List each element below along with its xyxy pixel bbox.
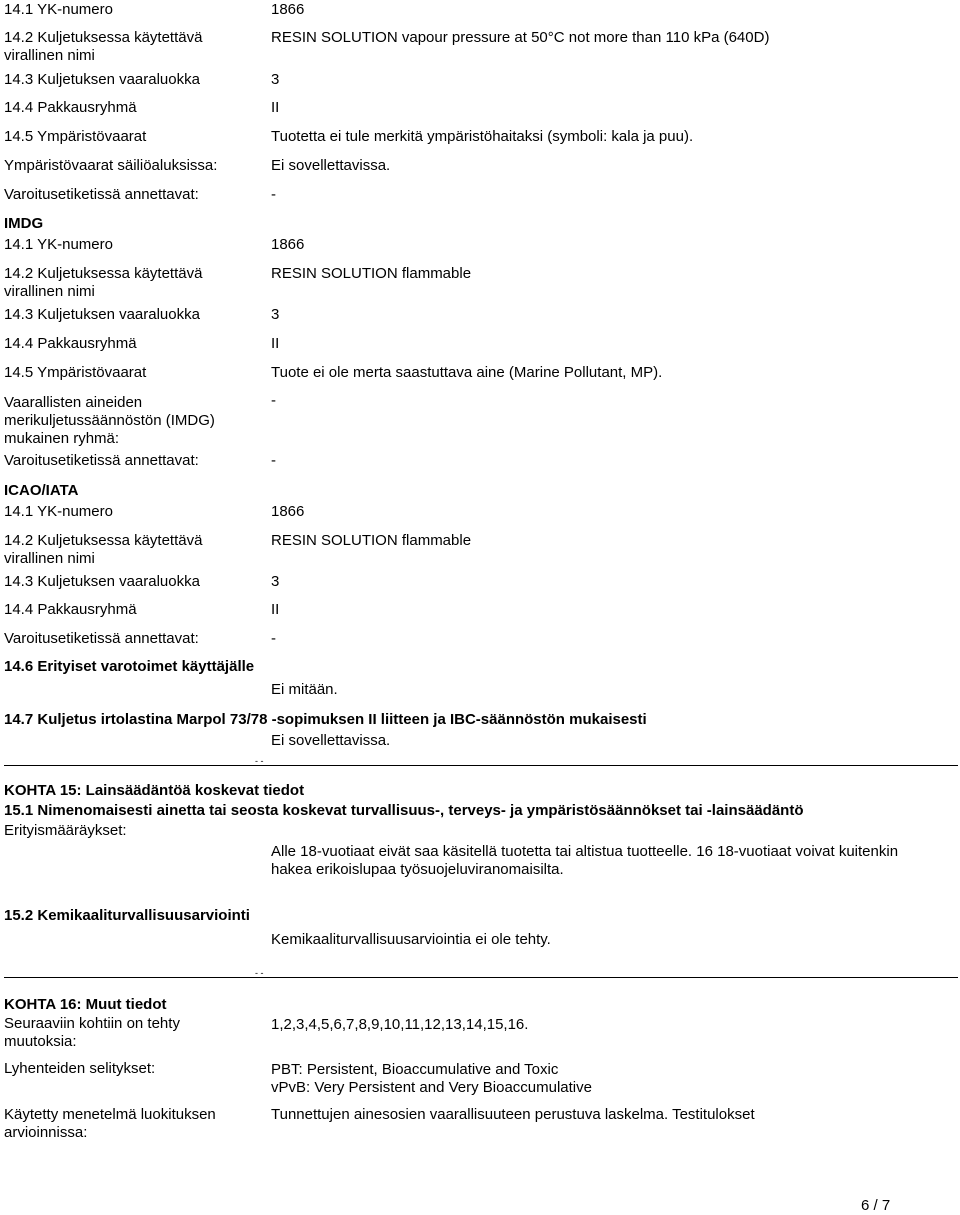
s146-heading: 14.6 Erityiset varotoimet käyttäjälle — [4, 658, 255, 675]
imdg-un-value: 1866 — [271, 236, 305, 253]
k15-heading: KOHTA 15: Lainsäädäntöä koskevat tiedot — [4, 782, 305, 799]
k16-heading: KOHTA 16: Muut tiedot — [4, 996, 167, 1013]
adr-tank-label: Ympäristövaarat säiliöaluksissa: — [4, 157, 218, 174]
imdg-group-value: - — [271, 392, 276, 409]
adr-un-value: 1866 — [271, 1, 305, 18]
imdg-heading: IMDG — [4, 215, 44, 232]
imdg-class-value: 3 — [271, 306, 280, 323]
k16-abbr-label: Lyhenteiden selitykset: — [4, 1060, 156, 1077]
imdg-pg-label: 14.4 Pakkausryhmä — [4, 335, 137, 352]
icao-pg-value: II — [271, 601, 280, 618]
section-divider — [4, 765, 958, 766]
imdg-warn-label: Varoitusetiketissä annettavat: — [4, 452, 199, 469]
icao-un-value: 1866 — [271, 503, 305, 520]
k16-changes-value: 1,2,3,4,5,6,7,8,9,10,11,12,13,14,15,16. — [271, 1016, 529, 1033]
adr-pg-label: 14.4 Pakkausryhmä — [4, 99, 137, 116]
imdg-env-value: Tuote ei ole merta saastuttava aine (Marine Pollutant, MP). — [271, 364, 663, 381]
icao-warn-value: - — [271, 630, 276, 647]
k16-changes-label: Seuraaviin kohtiin on tehty muutoksia: — [4, 1015, 180, 1050]
adr-warn-value: - — [271, 186, 276, 203]
icao-name-value: RESIN SOLUTION flammable — [271, 532, 472, 549]
k15-csa-value: Kemikaaliturvallisuusarviointia ei ole tehty. — [271, 931, 551, 948]
page-number: 6 / 7 — [861, 1197, 891, 1214]
icao-class-value: 3 — [271, 573, 280, 590]
imdg-group-label: Vaarallisten aineiden merikuljetussäännöstön (IMDG) mukainen ryhmä: — [4, 394, 215, 447]
imdg-un-label: 14.1 YK-numero — [4, 236, 113, 253]
adr-warn-label: Varoitusetiketissä annettavat: — [4, 186, 199, 203]
adr-name-label: 14.2 Kuljetuksessa käytettävä virallinen nimi — [4, 29, 203, 64]
icao-class-label: 14.3 Kuljetuksen vaaraluokka — [4, 573, 200, 590]
adr-class-value: 3 — [271, 71, 280, 88]
imdg-name-value: RESIN SOLUTION flammable — [271, 265, 472, 282]
adr-env-label: 14.5 Ympäristövaarat — [4, 128, 147, 145]
adr-name-value: RESIN SOLUTION vapour pressure at 50°C not more than 110 kPa (640D) — [271, 29, 770, 46]
imdg-env-label: 14.5 Ympäristövaarat — [4, 364, 147, 381]
imdg-name-label: 14.2 Kuljetuksessa käytettävä virallinen nimi — [4, 265, 203, 300]
imdg-class-label: 14.3 Kuljetuksen vaaraluokka — [4, 306, 200, 323]
adr-pg-value: II — [271, 99, 280, 116]
section-divider — [4, 977, 958, 978]
k16-method-value: Tunnettujen ainesosien vaarallisuuteen perustuva laskelma. Testitulokset — [271, 1106, 755, 1123]
adr-tank-value: Ei sovellettavissa. — [271, 157, 391, 174]
k16-method-label: Käytetty menetelmä luokituksen arvioinnissa: — [4, 1106, 216, 1141]
s146-value: Ei mitään. — [271, 681, 338, 698]
s147-value: Ei sovellettavissa. — [271, 732, 391, 749]
imdg-pg-value: II — [271, 335, 280, 352]
adr-env-value: Tuotetta ei tule merkitä ympäristöhaitaksi (symboli: kala ja puu). — [271, 128, 694, 145]
k16-abbr-line1: PBT: Persistent, Bioaccumulative and Toxic — [271, 1061, 559, 1078]
k15-sub2: 15.2 Kemikaaliturvallisuusarviointi — [4, 907, 250, 924]
k15-special-line2: hakea erikoislupaa työsuojeluviranomaisilta. — [271, 861, 564, 878]
icao-warn-label: Varoitusetiketissä annettavat: — [4, 630, 199, 647]
icao-heading: ICAO/IATA — [4, 482, 79, 499]
icao-pg-label: 14.4 Pakkausryhmä — [4, 601, 137, 618]
k15-special-label: Erityismääräykset: — [4, 822, 127, 839]
adr-un-label: 14.1 YK-numero — [4, 1, 113, 18]
imdg-warn-value: - — [271, 452, 276, 469]
icao-name-label: 14.2 Kuljetuksessa käytettävä virallinen nimi — [4, 532, 203, 567]
k15-sub1: 15.1 Nimenomaisesti ainetta tai seosta koskevat turvallisuus-, terveys- ja ympäristösäännökset tai -lainsäädäntö — [4, 802, 804, 819]
icao-un-label: 14.1 YK-numero — [4, 503, 113, 520]
separator-dots: - - — [255, 968, 264, 978]
separator-dots: - - — [255, 756, 264, 766]
adr-class-label: 14.3 Kuljetuksen vaaraluokka — [4, 71, 200, 88]
k15-special-line1: Alle 18-vuotiaat eivät saa käsitellä tuotetta tai altistua tuotteelle. 16 18-vuotiaat voivat kuitenkin — [271, 843, 899, 860]
s147-heading: 14.7 Kuljetus irtolastina Marpol 73/78 -sopimuksen II liitteen ja IBC-säännöstön mukaisesti — [4, 711, 647, 728]
k16-abbr-line2: vPvB: Very Persistent and Very Bioaccumulative — [271, 1079, 592, 1096]
